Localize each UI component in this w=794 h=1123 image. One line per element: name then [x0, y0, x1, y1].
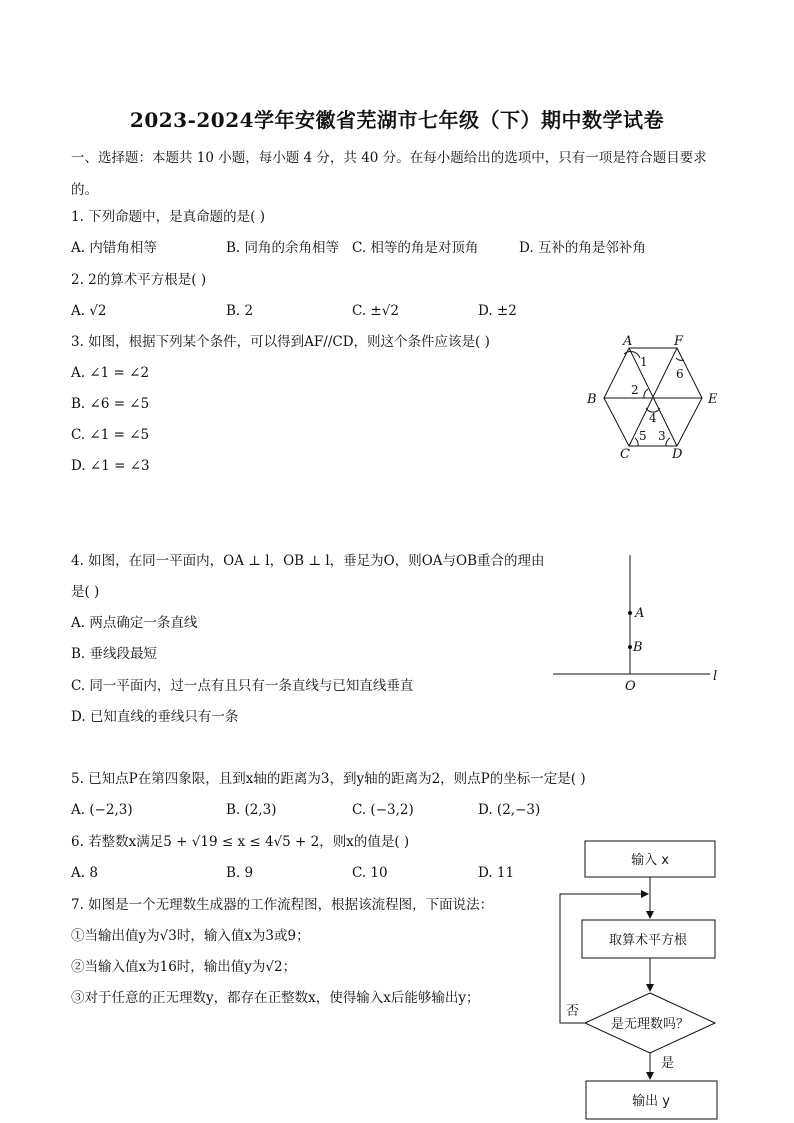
- q5-option-b: B. (2,3): [226, 802, 277, 818]
- label-f: F: [674, 334, 684, 349]
- q3-option-a: A. ∠1 = ∠2: [71, 365, 150, 381]
- q6-option-a: A. 8: [71, 865, 98, 881]
- q5-stem: 5. 已知点P在第四象限，且到x轴的距离为3，到y轴的距离为2，则点P的坐标一定是( ): [71, 771, 586, 787]
- section-instructions-line1: 一、选择题：本题共 10 小题，每小题 4 分，共 40 分。在每小题给出的选项中，只有一项是符合题目要求: [71, 150, 707, 166]
- q6-option-d: D. 11: [478, 865, 515, 881]
- label-b: B: [633, 640, 643, 655]
- q5-option-a: A. (−2,3): [71, 802, 133, 818]
- q2-stem: 2. 2的算术平方根是( ): [71, 272, 207, 288]
- label-l: l: [713, 669, 718, 684]
- q3-option-d: D. ∠1 = ∠3: [71, 458, 150, 474]
- q7-item-3: ③对于任意的正无理数y，都存在正整数x，使得输入x后能够输出y；: [71, 990, 480, 1006]
- q1-option-d: D. 互补的角是邻补角: [519, 240, 646, 256]
- angle3-arc: [666, 438, 670, 446]
- q3-option-c: C. ∠1 = ∠5: [71, 427, 150, 443]
- flow-decision-label: 是无理数吗？: [610, 1017, 690, 1032]
- point-a: [628, 611, 632, 615]
- q4-option-d: D. 已知直线的垂线只有一条: [71, 709, 239, 725]
- q6-option-b: B. 9: [226, 865, 254, 881]
- label-e: E: [708, 392, 718, 407]
- angle-label-3: 3: [658, 429, 666, 443]
- q5-option-d: D. (2,−3): [478, 802, 541, 818]
- q7-stem: 7. 如图是一个无理数生成器的工作流程图，根据该流程图，下面说法：: [71, 897, 494, 913]
- q6-stem: 6. 若整数x满足5 + √19 ≤ x ≤ 4√5 + 2，则x的值是( ): [71, 834, 410, 850]
- point-b: [628, 645, 632, 649]
- q5-option-c: C. (−3,2): [352, 802, 414, 818]
- q3-stem: 3. 如图，根据下列某个条件，可以得到AF//CD，则这个条件应该是( ): [71, 334, 490, 350]
- label-a: A: [623, 334, 633, 349]
- q3-hexagon-figure: [580, 332, 730, 462]
- angle5-arc: [635, 438, 638, 446]
- q7-item-1: ①当输出值y为√3时，输入值x为3或9；: [71, 928, 310, 944]
- q7-item-2: ②当输入值x为16时，输出值y为√2；: [71, 959, 297, 975]
- page-title: 2023-2024学年安徽省芜湖市七年级（下）期中数学试卷: [129, 108, 665, 132]
- angle-label-6: 6: [676, 367, 684, 381]
- label-d: D: [672, 447, 683, 462]
- section-instructions-line2: 的。: [71, 182, 98, 198]
- q4-option-a: A. 两点确定一条直线: [71, 615, 198, 631]
- angle2-arc: [644, 389, 648, 398]
- q1-option-b: B. 同角的余角相等: [226, 240, 340, 256]
- q3-option-b: B. ∠6 = ∠5: [71, 396, 150, 412]
- flow-no-label: 否: [566, 1004, 580, 1019]
- q4-option-b: B. 垂线段最短: [71, 646, 158, 662]
- flow-input-label: 输入 x: [631, 853, 669, 868]
- q2-option-b: B. 2: [226, 303, 254, 319]
- q1-option-a: A. 内错角相等: [71, 240, 157, 256]
- q4-perpendicular-figure: [548, 550, 728, 695]
- q2-option-c: C. ±√2: [352, 303, 399, 319]
- angle-label-5: 5: [639, 429, 647, 443]
- q4-stem-line1: 4. 如图，在同一平面内，OA ⊥ l，OB ⊥ l，垂足为O，则OA与OB重合的理由: [71, 553, 545, 569]
- q1-stem: 1. 下列命题中，是真命题的是( ): [71, 209, 265, 225]
- flow-output-label: 输出 y: [632, 1094, 670, 1109]
- flow-yes-label: 是: [661, 1056, 675, 1071]
- angle-label-1: 1: [640, 355, 648, 369]
- label-b: B: [587, 392, 597, 407]
- q7-flowchart: [552, 836, 732, 1121]
- q4-stem-line2: 是( ): [71, 584, 100, 600]
- q6-option-c: C. 10: [352, 865, 388, 881]
- q2-option-a: A. √2: [71, 303, 107, 319]
- flow-process-label: 取算术平方根: [608, 933, 688, 948]
- q4-option-c: C. 同一平面内，过一点有且只有一条直线与已知直线垂直: [71, 678, 414, 694]
- label-c: C: [620, 447, 630, 462]
- label-a: A: [635, 606, 645, 621]
- q1-option-c: C. 相等的角是对顶角: [352, 240, 479, 256]
- angle-label-2: 2: [631, 383, 639, 397]
- angle-label-4: 4: [649, 411, 657, 425]
- q2-option-d: D. ±2: [478, 303, 517, 319]
- label-o: O: [625, 679, 636, 694]
